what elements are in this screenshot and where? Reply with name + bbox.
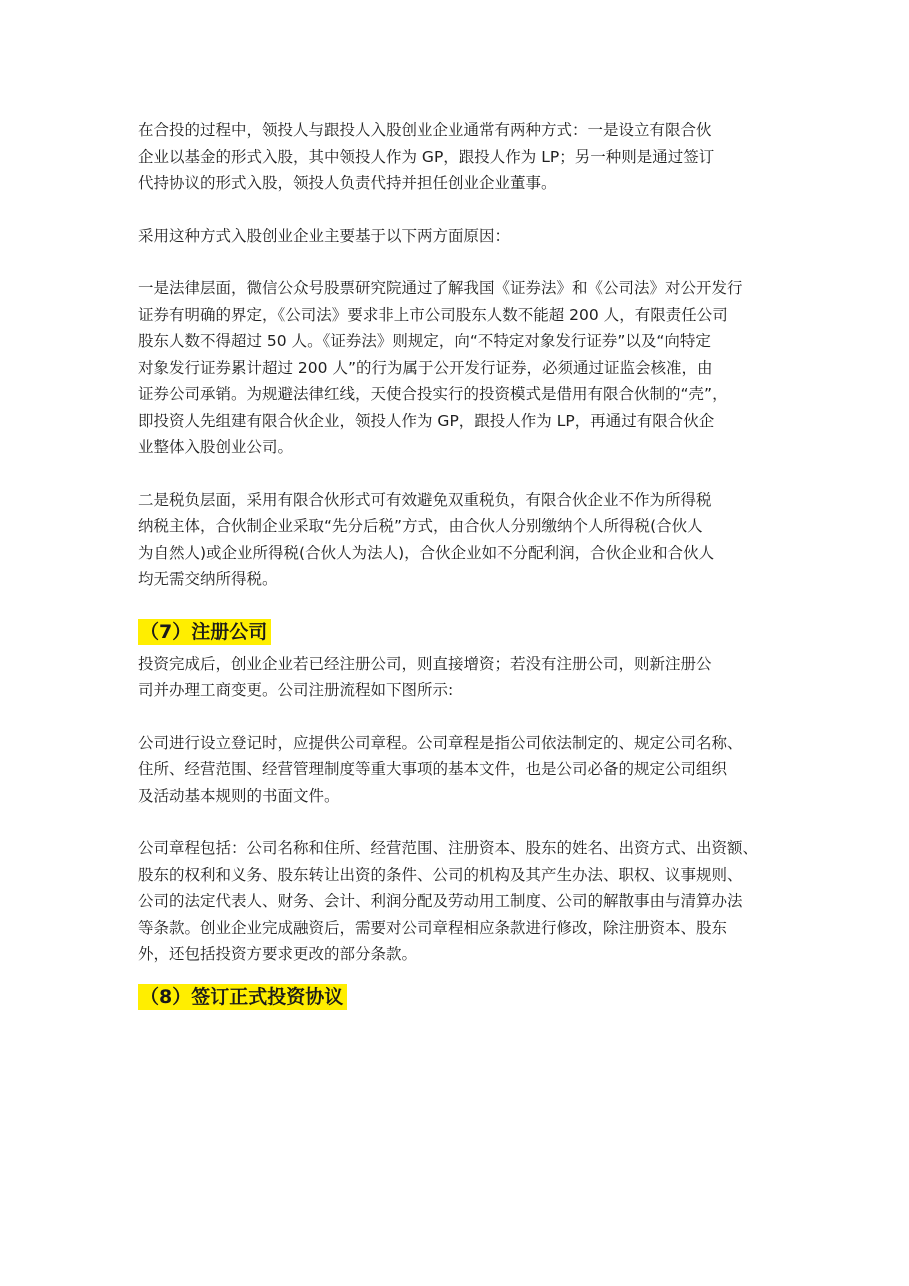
paragraph-register-intro — [138, 651, 778, 704]
text-line: 采用这种方式入股创业企业主要基于以下两方面原因： — [138, 226, 511, 245]
text-line: 证券公司承销。为规避法律红线，天使合投实行的投资模式是借用有限合伙制的“壳”， — [138, 385, 728, 403]
text-line: 司并办理工商变更。公司注册流程如下图所示: — [138, 681, 454, 699]
paragraph-cotouzi-methods — [138, 117, 778, 197]
section-heading-register-company: （7）注册公司 — [138, 619, 271, 645]
paragraph-reasons-intro — [138, 223, 778, 250]
text-line: 业整体入股创业公司。 — [138, 438, 294, 456]
text-line: 外，还包括投资方要求更改的部分条款。 — [138, 945, 418, 963]
text-line: 证券有明确的界定，《公司法》要求非上市公司股东人数不能超 200 人，有限责任公司 — [138, 305, 728, 324]
paragraph-articles-contents — [138, 835, 778, 968]
paragraph-legal-reason — [138, 275, 778, 461]
text-line: 股东人数不得超过 50 人。《证券法》则规定，向“不特定对象发行证券”以及“向特定 — [138, 332, 711, 350]
text-line: 二是税负层面，采用有限合伙形式可有效避免双重税负，有限合伙企业不作为所得税 — [138, 490, 712, 509]
text-line: 即投资人先组建有限合伙企业，领投人作为 GP，跟投人作为 LP，再通过有限合伙企 — [138, 411, 715, 430]
text-line: 为自然人)或企业所得税(合伙人为法人)，合伙企业如不分配利润，合伙企业和合伙人 — [138, 543, 715, 562]
text-line: 公司进行设立登记时，应提供公司章程。公司章程是指公司依法制定的、规定公司名称、 — [138, 733, 743, 752]
section-heading-8-wrap — [138, 984, 778, 1012]
text-line: 对象发行证券累计超过 200 人”的行为属于公开发行证券，必须通过证监会核准，由 — [138, 358, 713, 377]
text-line: 住所、经营范围、经营管理制度等重大事项的基本文件，也是公司必备的规定公司组织 — [138, 760, 728, 778]
section-heading-7-wrap — [138, 619, 778, 647]
text-line: 等条款。创业企业完成融资后，需要对公司章程相应条款进行修改，除注册资本、股东 — [138, 918, 728, 937]
text-line: 投资完成后，创业企业若已经注册公司，则直接增资；若没有注册公司，则新注册公 — [138, 654, 712, 673]
paragraph-articles-definition — [138, 730, 778, 810]
text-line: 一是法律层面，微信公众号股票研究院通过了解我国《证券法》和《公司法》对公开发行 — [138, 279, 743, 297]
text-line: 及活动基本规则的书面文件。 — [138, 786, 340, 805]
text-line: 股东的权利和义务、股东转让出资的条件、公司的机构及其产生办法、职权、议事规则、 — [138, 865, 743, 884]
paragraph-tax-reason — [138, 487, 778, 593]
text-line: 纳税主体，合伙制企业采取“先分后税”方式，由合伙人分别缴纳个人所得税(合伙人 — [138, 517, 703, 535]
text-line: 均无需交纳所得税。 — [138, 570, 278, 588]
text-line: 公司章程包括：公司名称和住所、经营范围、注册资本、股东的姓名、出资方式、出资额、 — [138, 839, 759, 857]
section-heading-sign-agreement: （8）签订正式投资协议 — [138, 984, 347, 1010]
document-body — [138, 117, 778, 1016]
text-line: 企业以基金的形式入股，其中领投人作为 GP，跟投人作为 LP；另一种则是通过签订 — [138, 147, 715, 166]
text-line: 公司的法定代表人、财务、会计、利润分配及劳动用工制度、公司的解散事由与清算办法 — [138, 892, 743, 910]
text-line: 代持协议的形式入股，领投人负责代持并担任创业企业董事。 — [138, 174, 557, 192]
text-line: 在合投的过程中，领投人与跟投人入股创业企业通常有两种方式：一是设立有限合伙 — [138, 121, 712, 139]
